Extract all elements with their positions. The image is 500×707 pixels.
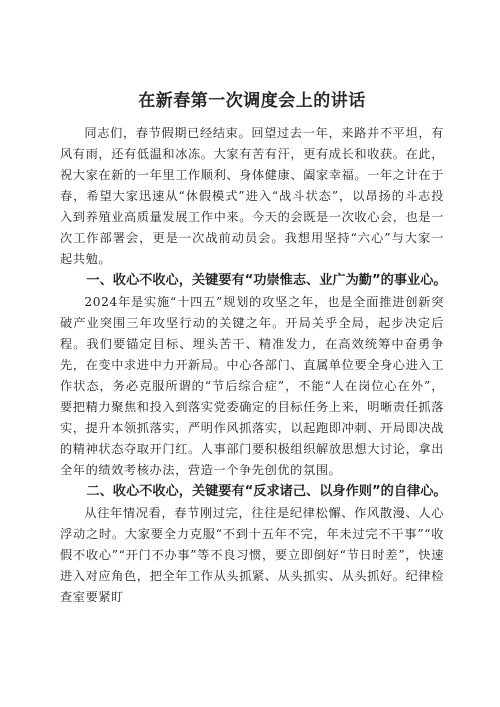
intro-paragraph: 同志们，春节假期已经结束。回望过去一年，来路并不平坦，有风有雨，还有低温和冰冻。大家有苦有汗，更有成长和收获。在此，祝大家在新的一年里工作顺利、身体健康、阖家幸福。一年之计在于春，希望大家迅速从“休假模式”进入“战斗状态”，以昂扬的斗志投入到养殖业高质量发展工作中来。今天的会既是一次收心会，也是一次工作部署会，更是一次战前动员会。我想用坚持“六心”与大家一起共勉。 [60, 126, 444, 266]
section-2-paragraph: 从往年情况看，春节刚过完，往往是纪律松懈、作风散漫、人心浮动之时。大家要全力克服“不到十五年不完，年未过完不干事”“收假不收心”“开门不办事”等不良习惯，要立即倒好“节日时差”，快速进入对应角色，把全年工作从头抓紧、从头抓实、从头抓好。纪律检查室要紧盯 [60, 506, 444, 604]
document-title: 在新春第一次调度会上的讲话 [138, 91, 366, 111]
section-1-paragraph: 2024年是实施“十四五”规划的攻坚之年，也是全面推进创新突破产业突围三年攻坚行动的关键之年。开局关乎全局，起步决定后程。我们要锚定目标、埋头苦干、精准发力，在高效统筹中奋勇争先，在变中求进中力开新局。中心各部门、直属单位要全身心进入工作状态，务必克服所谓的“节后综合症”，不能“人在岗位心在外”，要把精力聚焦和投入到落实党委确定的目标任务上来，明晰责任抓落实，提升本领抓落实，严明作风抓落实，以起跑即冲刺、开局即决战的精神状态夺取开门红。人事部门要积极组织解放思想大讨论，拿出全年的绩效考核办法，营造一个争先创优的氛围。 [60, 295, 444, 477]
section-1-heading: 一、收心不收心，关键要有“功崇惟志、业广为勤”的事业心。 [86, 273, 447, 288]
section-2-heading: 二、收心不收心，关键要有“反求诸己、以身作则”的自律心。 [86, 484, 447, 499]
